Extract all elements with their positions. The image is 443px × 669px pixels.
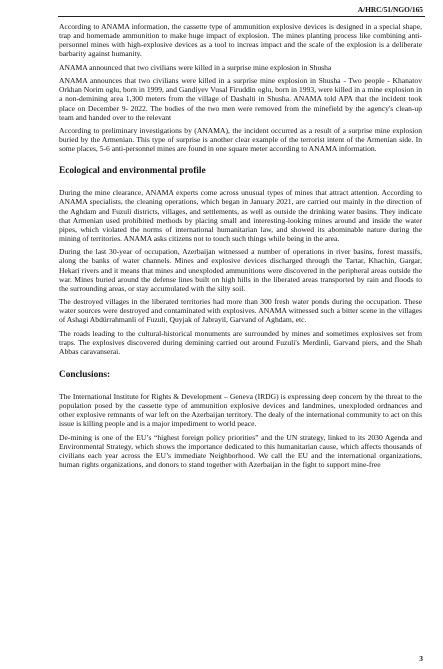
page-number: 3	[419, 654, 423, 663]
document-reference: A/HRC/51/NGO/165	[357, 5, 423, 14]
header-rule	[58, 16, 425, 17]
paragraph: De-mining is one of the EU’s “highest foreign policy priorities” and the UN strategy, linked to its 2030 Agenda and Environmental Strategy, which shows the importance dedicated to this humanitarian cause, which affects thousands of civilians each year across the EU’s immediate Neighborhood. We call the EU and the international organizations, human rights organizations, and donors to stand together with Azerbaijan in the fight to support mine-free	[59, 432, 422, 470]
paragraph: According to preliminary investigations by (ANAMA), the incident occurred as a result of a surprise mine explosion buried by the Armenian. This type of surprise is another clear example of the terrorist intent of the Armenian side. In some places, 5-6 anti-personnel mines are found in one square meter according to ANAMA information.	[59, 126, 422, 154]
paragraph: The roads leading to the cultural-historical monuments are surrounded by mines and sometimes explosives set from traps. The explosives discovered during demining carried out around Fuzuli's Merdinli, Garvand piers, and the Shah Abbas caravanserai.	[59, 328, 422, 357]
section-heading-conclusions: Conclusions:	[59, 370, 111, 381]
paragraph: During the mine clearance, ANAMA experts come across unusual types of mines that attract attention. According to ANAMA specialists, the cleaning operations, which began in January 2021, are carried out mainly in the direction of the Aghdam and Fuzuli districts, villages, and settlements, as well as outside the drinking water basins. They indicate that Armenian used prohibited methods by placing small and interesting-looking mines around and inside the water pipes, which violated the norms of international humanitarian law, and showed its abominable nature during the mining of territories. ANAMA asks citizens not to touch such things while being in the area.	[59, 188, 422, 243]
paragraph: ANAMA announced that two civilians were killed in a surprise mine explosion in Shusha	[59, 62, 332, 72]
section-heading-ecological: Ecological and environmental profile	[59, 166, 206, 177]
paragraph: ANAMA announces that two civilians were killed in a surprise mine explosion in Shusha - Two people - Khanatov Orkhan Norim oglu, born in 1999, and Gandiyev Vusal Firuddin oglu, born in 1993, were killed in a mine explosion in a non-demining area 1,300 meters from the village of Dashalti in Shusha. ANAMA told APA that the incident took place on December 9- 2022. The bodies of the two men were removed from the minefield by the agency's clean-up team and handed over to the relevant	[59, 76, 422, 122]
paragraph: The International Institute for Rights & Development – Geneva (IRDG) is expressing deep concern by the threat to the population posed by the cassette type of ammunition explosive devices and landmines, unexploded ordnances and other explosive remnants of war left on the Azerbaijan territory. The dealy of the international community to act on this issue is killing people and is a major impediment to world peace.	[59, 392, 422, 429]
document-body	[59, 22, 422, 474]
paragraph: According to ANAMA information, the cassette type of ammunition explosive devices is designed in a special shape, trap and homemade ammunition to make huge impact of explosion. The mines planting process like combining anti-personnel mines with high-explosive devices as a tool to increas impact and the scale of the explosion is a deliberate barbarity against humanity.	[59, 22, 422, 59]
paragraph: The destroyed villages in the liberated territories had more than 300 fresh water ponds during the occupation. These water sources were destroyed and contaminated with explosives. ANAMA witnessed such a bitter scene in the villages of Ashagi Abdürrahmanli of Fuzuli, Quyjak of Jabrayil, Garvand of Aghdam, etc.	[59, 297, 422, 325]
paragraph: During the last 30-year of occupation, Azerbaijan witnessed a number of operations in river basins, forest massifs, along the banks of water channels. Mines and explosive devices discharged through the Tartar, Khachin, Gargar, Hekari rivers and it means that mines and unexploded ammunitions were discovered in the peripheral areas outside the war. Mines buried around the defense lines built on high hills in the liberated areas transported by rain and floods to the surrounding areas, or stay accumulated with the silty soil.	[59, 247, 422, 293]
